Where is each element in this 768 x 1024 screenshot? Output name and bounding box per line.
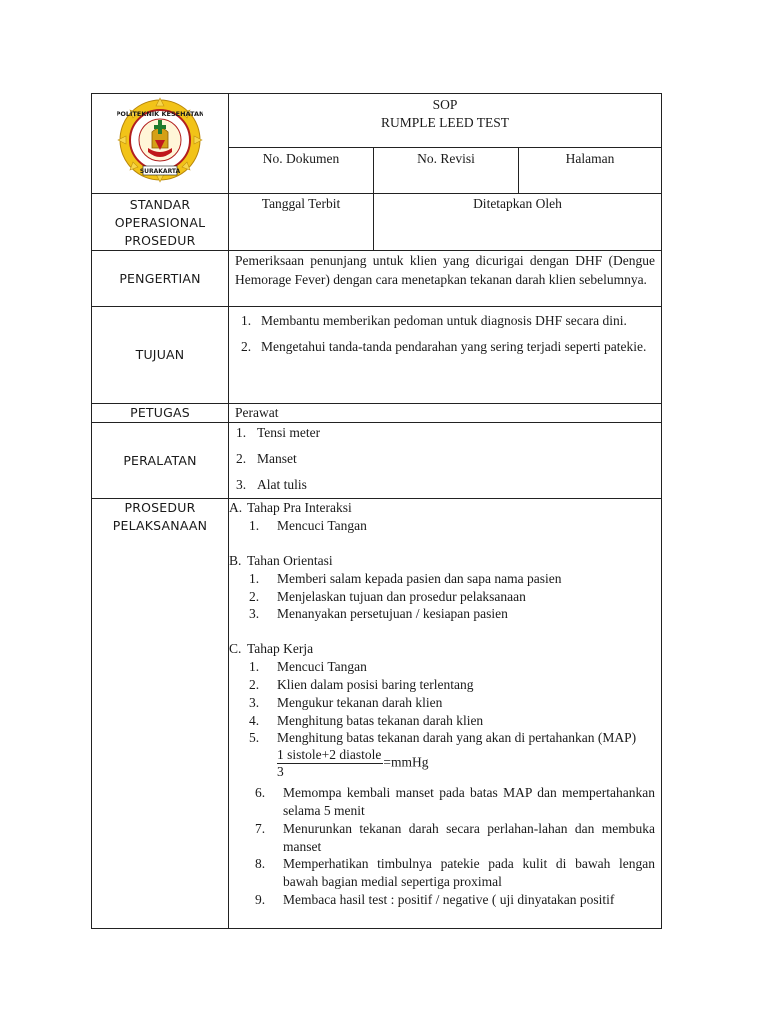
section-b-list [229,570,661,623]
list-item: 2. Mengetahui tanda-tanda pendarahan yang sering terjadi seperti patekie. [241,339,647,354]
list-item: 8. Memperhatikan timbulnya patekie pada kulit di bawah lengan bawah bagian medial sepertiga proximal [255,856,655,890]
prosedur-label-line1: PROSEDUR [124,500,196,515]
section-c-list-more [229,784,661,909]
list-item: 1. Memberi salam kepada pasien dan sapa nama pasien [249,570,562,586]
halaman-label: Halaman [519,148,662,194]
logo-text-top: POLITEKNIK KESEHATAN [117,109,203,118]
section-b-heading: B. Tahan Orientasi [229,552,333,568]
pengertian-label: PENGERTIAN [92,251,229,307]
logo-cell [92,94,229,194]
peralatan-label: PERALATAN [92,423,229,499]
formula-numerator: 1 sistole+2 diastole [277,747,382,763]
peralatan-list [229,420,655,498]
sop-table [91,93,662,929]
no-dokumen-label: No. Dokumen [229,148,374,194]
prosedur-cell [229,499,662,929]
list-item: 2. Klien dalam posisi baring terlentang [249,676,474,692]
politeknik-kesehatan-logo [117,96,203,188]
list-item: 7. Menurunkan tekanan darah secara perlahan-lahan dan membuka manset [255,820,655,854]
petugas-value: Perawat [229,404,662,423]
title-cell [229,94,662,148]
peralatan-cell [229,423,662,499]
list-item: 1. Mencuci Tangan [249,518,367,533]
section-a-heading: A. Tahap Pra Interaksi [229,500,352,515]
prosedur-label-line2: PELAKSANAAN [112,518,208,533]
no-revisi-label: No. Revisi [374,148,519,194]
ditetapkan-oleh-label: Ditetapkan Oleh [374,194,662,251]
list-item: 2. Menjelaskan tujuan dan prosedur pelaksanaan [249,588,526,604]
formula-result: =mmHg [383,754,429,770]
sop-label-line1: STANDAR [129,197,191,212]
doc-type: SOP [432,97,458,112]
list-item: 6. Memompa kembali manset pada batas MAP dan mempertahankan selama 5 menit [255,785,655,818]
list-item: 1. Membantu memberikan pedoman untuk diagnosis DHF secara dini. [241,313,627,328]
section-c-list [229,658,661,747]
list-item: 5. Menghitung batas tekanan darah yang akan di pertahankan (MAP) [249,730,637,746]
list-item: 4. Menghitung batas tekanan darah klien [249,712,484,728]
logo-text-bottom: SURAKARTA [139,167,181,175]
sop-document [91,93,661,929]
petugas-label: PETUGAS [92,404,229,423]
list-item: 3. Alat tulis [236,477,307,492]
list-item: 2. Manset [236,451,297,466]
formula-denominator: 3 [277,764,284,780]
list-item: 1. Tensi meter [236,425,321,440]
tanggal-terbit-label: Tanggal Terbit [229,194,374,251]
section-c-heading: C. Tahap Kerja [229,641,314,657]
tujuan-cell [229,307,662,404]
section-a-list [229,517,661,535]
list-item: 3. Menanyakan persetujuan / kesiapan pasien [249,606,508,622]
list-item: 3. Mengukur tekanan darah klien [249,694,443,710]
pengertian-text: Pemeriksaan penunjang untuk klien yang dicurigai dengan DHF (Dengue Hemorage Fever) dengan cara menetapkan tekanan darah klien sebelumnya. [229,251,662,307]
formula-fraction [277,747,383,780]
prosedur-label [92,499,229,929]
tujuan-list [233,308,655,360]
list-item: 9. Membaca hasil test : positif / negative ( uji dinyatakan positif [255,891,615,907]
list-item: 1. Mencuci Tangan [249,659,367,675]
map-formula [229,747,661,780]
sop-label-line2: OPERASIONAL [114,215,206,230]
sop-label-line3: PROSEDUR [124,233,196,248]
doc-title: RUMPLE LEED TEST [381,115,509,130]
sop-label [92,194,229,251]
tujuan-label: TUJUAN [92,307,229,404]
